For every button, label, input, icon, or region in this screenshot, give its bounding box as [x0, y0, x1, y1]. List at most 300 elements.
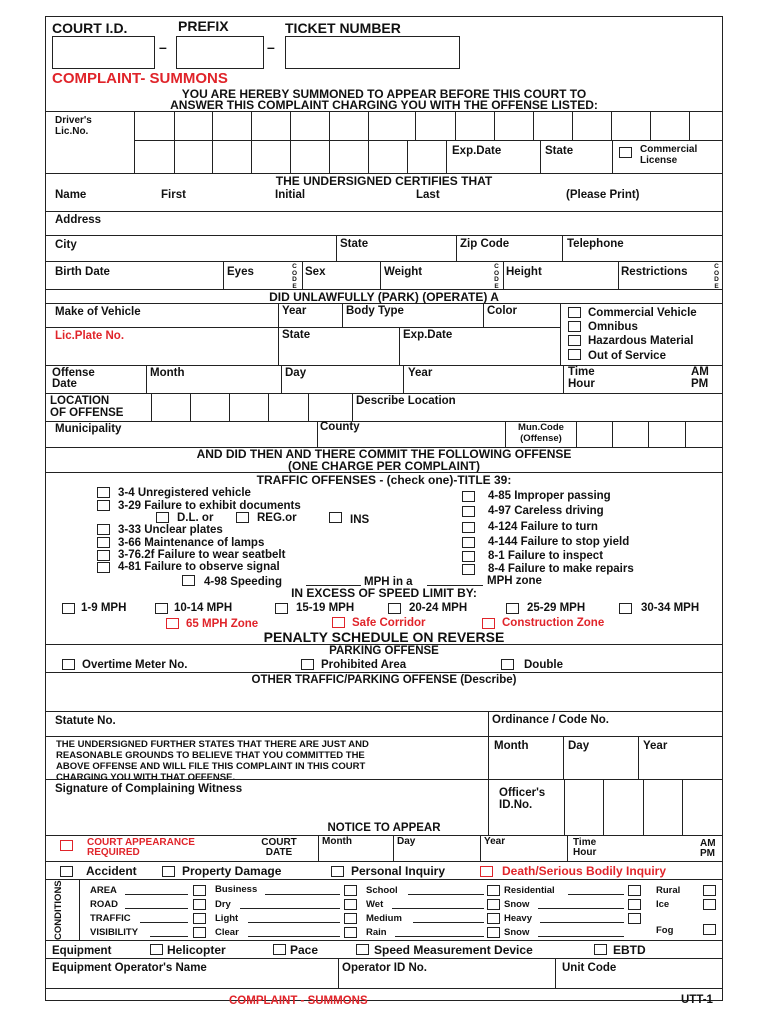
rule	[46, 111, 722, 112]
cond-fog: Fog	[656, 925, 674, 936]
speed-1-9-label: 1-9 MPH	[81, 602, 127, 614]
cond-cat-area: AREA	[90, 885, 117, 896]
appear-year-label: Year	[484, 836, 506, 847]
cond-cat-traffic: TRAFFIC	[90, 913, 131, 924]
offense-4-81-label: 4-81 Failure to observe signal	[118, 561, 280, 573]
rule	[407, 140, 408, 173]
rule	[223, 261, 224, 289]
rule	[46, 393, 722, 394]
cond-wet: Wet	[366, 899, 384, 910]
municipality-label: Municipality	[55, 423, 122, 435]
school-checkbox[interactable]	[344, 885, 357, 896]
birth-date-label: Birth Date	[55, 266, 110, 278]
rule	[446, 140, 447, 173]
rule	[46, 835, 722, 836]
65-mph-zone-label: 65 MPH Zone	[186, 618, 259, 630]
cond-business: Business	[215, 884, 258, 895]
city-label: City	[55, 239, 77, 251]
rain-checkbox[interactable]	[344, 927, 357, 938]
rule	[336, 235, 337, 261]
unit-code-label: Unit Code	[562, 962, 617, 974]
offense-4-144-label: 4-144 Failure to stop yield	[488, 536, 630, 548]
construction-zone-checkbox[interactable]	[482, 618, 495, 629]
speed-limit-heading: IN EXCESS OF SPEED LIMIT BY:	[291, 586, 477, 600]
operator-name-label: Equipment Operator's Name	[52, 962, 207, 974]
appear-am-label: AM	[700, 838, 716, 849]
speed-25-29-checkbox[interactable]	[506, 603, 519, 614]
ins-checkbox[interactable]	[329, 512, 342, 523]
commercial-license-label-2: License	[640, 155, 678, 166]
offense-am-label: AM	[691, 366, 709, 378]
light-checkbox[interactable]	[193, 913, 206, 924]
death-injury-checkbox[interactable]	[480, 866, 493, 877]
offense-4-97-checkbox[interactable]	[462, 506, 475, 517]
rule	[562, 235, 563, 261]
offense-3-66-label: 3-66 Maintenance of lamps	[118, 537, 265, 549]
speed-10-14-label: 10-14 MPH	[174, 602, 233, 614]
rule	[368, 140, 369, 173]
rule	[612, 421, 613, 447]
mun-code-label-1: Mun.Code	[518, 422, 564, 433]
statement-line-4: CHARGING YOU WITH THAT OFFENSE.	[56, 772, 236, 783]
prefix-box[interactable]	[176, 36, 264, 69]
commit-heading-1: AND DID THEN AND THERE COMMIT THE FOLLOWING OFFENSE	[196, 447, 572, 461]
court-id-box[interactable]	[52, 36, 155, 69]
speed-20-24-checkbox[interactable]	[388, 603, 401, 614]
rule	[576, 421, 577, 447]
cond-cat-visibility: VISIBILITY	[90, 927, 139, 938]
ticket-number-box[interactable]	[285, 36, 460, 69]
offense-time-label: Time	[568, 366, 595, 378]
speed-device-label: Speed Measurement Device	[374, 943, 533, 957]
dl-label: D.L. or	[177, 512, 214, 524]
operator-id-label: Operator ID No.	[342, 962, 427, 974]
cond-clear: Clear	[215, 927, 239, 938]
offense-4-144-checkbox[interactable]	[462, 537, 475, 548]
notice-to-appear-heading: NOTICE TO APPEAR	[327, 822, 441, 834]
code-tag-restrictions: C O D E	[713, 263, 720, 290]
offense-3-76-label: 3-76.2f Failure to wear seatbelt	[118, 549, 286, 561]
cond-cat-road: ROAD	[90, 899, 118, 910]
offense-4-124-checkbox[interactable]	[462, 522, 475, 533]
rule	[338, 958, 339, 988]
ordinance-code-label: Ordinance / Code No.	[492, 714, 609, 726]
death-injury-label: Death/Serious Bodily Inquiry	[502, 864, 667, 878]
rule	[46, 988, 722, 989]
restrictions-label: Restrictions	[621, 266, 688, 278]
county-label: County	[320, 421, 360, 433]
rule	[46, 711, 722, 712]
rule	[46, 779, 722, 780]
rule	[555, 958, 556, 988]
rule	[46, 879, 722, 880]
body-type-label: Body Type	[346, 305, 404, 317]
make-of-vehicle-label: Make of Vehicle	[55, 306, 141, 318]
rule	[568, 894, 624, 895]
rule	[290, 111, 291, 140]
vehicle-year-label: Year	[282, 305, 307, 317]
road-snow-checkbox[interactable]	[487, 899, 500, 910]
offense-pm-label: PM	[691, 378, 709, 390]
other-offense-heading: OTHER TRAFFIC/PARKING OFFENSE (Describe)	[251, 674, 517, 686]
cond-rural: Rural	[656, 885, 681, 896]
residential-checkbox[interactable]	[487, 885, 500, 896]
rule	[46, 303, 722, 304]
telephone-label: Telephone	[567, 238, 624, 250]
speeding-checkbox[interactable]	[182, 575, 195, 586]
appear-hour-label: Hour	[573, 847, 597, 858]
appear-month-label: Month	[322, 836, 352, 847]
speeding-label: 4-98 Speeding	[204, 576, 282, 588]
helicopter-checkbox[interactable]	[150, 944, 163, 955]
rule	[79, 879, 80, 940]
initial-label: Initial	[275, 189, 306, 201]
mun-code-label-2: (Offense)	[520, 433, 562, 444]
rule	[638, 736, 639, 779]
court-date-label-2: DATE	[265, 847, 293, 858]
commercial-license-label-1: Commercial	[640, 144, 698, 155]
weight-label: Weight	[384, 266, 423, 278]
wet-checkbox[interactable]	[344, 899, 357, 910]
court-id-label: COURT I.D.	[52, 20, 128, 36]
offense-4-85-label: 4-85 Improper passing	[488, 490, 611, 502]
rule	[415, 111, 416, 140]
rule	[46, 211, 722, 212]
rule	[395, 936, 484, 937]
intro-line-1: YOU ARE HEREBY SUMMONED TO APPEAR BEFORE THIS COURT TO	[181, 87, 587, 101]
mph-in-a-label: MPH in a	[364, 576, 413, 588]
personal-inquiry-checkbox[interactable]	[331, 866, 344, 877]
offense-hour-label: Hour	[568, 378, 595, 390]
prohibited-area-label: Prohibited Area	[321, 659, 407, 671]
offense-8-1-checkbox[interactable]	[462, 551, 475, 562]
offense-3-33-checkbox[interactable]	[97, 524, 110, 535]
rule	[540, 140, 541, 173]
rule	[150, 936, 188, 937]
rule	[503, 261, 504, 289]
out-of-service-label: Out of Service	[588, 350, 666, 362]
offense-4-124-label: 4-124 Failure to turn	[488, 521, 598, 533]
rule	[240, 908, 340, 909]
rule	[125, 894, 188, 895]
omnibus-label: Omnibus	[588, 321, 638, 333]
traffic-offenses-heading: TRAFFIC OFFENSES - (check one)-TITLE 39:	[256, 473, 512, 487]
hazardous-material-label: Hazardous Material	[588, 335, 694, 347]
medium-checkbox[interactable]	[344, 913, 357, 924]
offense-year-label: Year	[408, 367, 433, 379]
cond-school: School	[366, 885, 398, 896]
speed-15-19-checkbox[interactable]	[275, 603, 288, 614]
rule	[380, 261, 381, 289]
rule	[251, 140, 252, 173]
certifies-heading: THE UNDERSIGNED CERTIFIES THAT	[275, 174, 493, 188]
officer-id-label-1: Officer's	[499, 787, 546, 799]
penalty-schedule-heading: PENALTY SCHEDULE ON REVERSE	[263, 629, 505, 645]
rule	[174, 111, 175, 140]
accident-label: Accident	[86, 864, 137, 878]
city-state-label: State	[340, 238, 369, 250]
commercial-vehicle-checkbox[interactable]	[568, 307, 581, 318]
rule	[174, 140, 175, 173]
code-tag-eyes: C O D E	[291, 263, 298, 290]
rule	[533, 111, 534, 140]
state-label: State	[545, 145, 574, 157]
visibility-snow-checkbox[interactable]	[487, 927, 500, 938]
offense-3-29-label: 3-29 Failure to exhibit documents	[118, 500, 301, 512]
offense-3-4-checkbox[interactable]	[97, 487, 110, 498]
rule	[342, 303, 343, 327]
rule	[290, 140, 291, 173]
rule	[650, 111, 651, 140]
cond-rain: Rain	[366, 927, 387, 938]
offense-3-76-checkbox[interactable]	[97, 550, 110, 561]
dash-2: –	[267, 39, 275, 55]
rule	[278, 303, 279, 365]
construction-zone-label: Construction Zone	[502, 617, 605, 629]
rule	[212, 140, 213, 173]
ebtd-checkbox[interactable]	[594, 944, 607, 955]
rule	[538, 908, 624, 909]
rule	[46, 327, 560, 328]
overtime-meter-checkbox[interactable]	[62, 659, 75, 670]
statement-line-3: ABOVE OFFENSE AND WILL FILE THIS COMPLAINT IN THIS COURT	[56, 761, 366, 772]
offense-4-85-checkbox[interactable]	[462, 491, 475, 502]
rule	[540, 922, 624, 923]
location-label-1: LOCATION	[50, 395, 110, 407]
omnibus-checkbox[interactable]	[568, 321, 581, 332]
reg-checkbox[interactable]	[236, 512, 249, 523]
prohibited-area-checkbox[interactable]	[301, 659, 314, 670]
footer-title: COMPLAINT - SUMMONS	[229, 995, 368, 1007]
dry-checkbox[interactable]	[193, 899, 206, 910]
rule	[308, 393, 309, 421]
mph-zone-label: MPH zone	[487, 575, 542, 587]
cond-heavy: Heavy	[504, 913, 532, 924]
cond-col3-check-2[interactable]	[628, 899, 641, 910]
rule	[611, 111, 612, 140]
last-name-label: Last	[416, 189, 440, 201]
speed-10-14-checkbox[interactable]	[155, 603, 168, 614]
ebtd-label: EBTD	[613, 943, 646, 957]
property-damage-checkbox[interactable]	[162, 866, 175, 877]
rule	[352, 393, 353, 421]
officer-id-label-2: ID.No.	[499, 799, 533, 811]
offense-month-label: Month	[150, 367, 185, 379]
rule	[689, 111, 690, 140]
rule	[392, 908, 484, 909]
rule	[318, 835, 319, 861]
helicopter-label: Helicopter	[167, 943, 226, 957]
rule	[140, 922, 188, 923]
court-appearance-checkbox[interactable]	[60, 840, 73, 851]
cond-col3-check-1[interactable]	[628, 885, 641, 896]
rule	[46, 365, 722, 366]
offense-3-29-checkbox[interactable]	[97, 500, 110, 511]
heavy-checkbox[interactable]	[487, 913, 500, 924]
rule	[248, 922, 340, 923]
rule	[302, 261, 303, 289]
vehicle-state-label: State	[282, 329, 311, 341]
safe-corridor-label: Safe Corridor	[352, 617, 426, 629]
offense-4-81-checkbox[interactable]	[97, 562, 110, 573]
speed-20-24-label: 20-24 MPH	[409, 602, 468, 614]
code-tag-weight: C O D E	[493, 263, 500, 290]
rule	[413, 922, 484, 923]
color-label: Color	[487, 305, 518, 317]
drivers-lic-label-2: Lic.No.	[55, 126, 89, 137]
accident-checkbox[interactable]	[60, 866, 73, 877]
offense-3-33-label: 3-33 Unclear plates	[118, 524, 223, 536]
court-appearance-label-1: COURT APPEARANCE	[87, 837, 195, 848]
appear-day-label: Day	[397, 836, 416, 847]
personal-inquiry-label: Personal Inquiry	[351, 864, 446, 878]
speed-30-34-checkbox[interactable]	[619, 603, 632, 614]
rule	[567, 835, 568, 861]
hazardous-material-checkbox[interactable]	[568, 335, 581, 346]
offense-date-label-1: Offense	[52, 367, 95, 379]
sign-year-label: Year	[643, 740, 668, 752]
commercial-vehicle-label: Commercial Vehicle	[588, 307, 697, 319]
rule	[393, 835, 394, 861]
commercial-license-checkbox[interactable]	[619, 147, 632, 158]
rule	[455, 111, 456, 140]
describe-location-label: Describe Location	[356, 395, 456, 407]
offense-8-4-label: 8-4 Failure to make repairs	[488, 563, 634, 575]
out-of-service-checkbox[interactable]	[568, 349, 581, 360]
speed-15-19-label: 15-19 MPH	[296, 602, 355, 614]
sex-label: Sex	[305, 266, 326, 278]
offense-8-4-checkbox[interactable]	[462, 564, 475, 575]
cond-ice: Ice	[656, 899, 670, 910]
offense-3-66-checkbox[interactable]	[97, 537, 110, 548]
ins-label: INS	[350, 514, 370, 526]
rural-checkbox[interactable]	[703, 885, 716, 896]
dash-1: –	[159, 39, 167, 55]
rule	[494, 111, 495, 140]
ticket-number-label: TICKET NUMBER	[285, 20, 401, 36]
lic-plate-label: Lic.Plate No.	[55, 330, 125, 342]
cond-road-snow: Snow	[504, 899, 530, 910]
signature-witness-label: Signature of Complaining Witness	[55, 783, 243, 795]
statute-no-label: Statute No.	[55, 715, 116, 727]
property-damage-label: Property Damage	[182, 864, 282, 878]
cond-visibility-snow: Snow	[504, 927, 530, 938]
dl-checkbox[interactable]	[156, 512, 169, 523]
rule	[572, 111, 573, 140]
location-label-2: OF OFFENSE	[50, 407, 124, 419]
form-number: UTT-1	[681, 994, 713, 1006]
offense-4-97-label: 4-97 Careless driving	[488, 505, 604, 517]
rule	[281, 365, 282, 393]
rule	[46, 672, 722, 673]
conditions-label: CONDITIONS	[53, 880, 64, 940]
statement-line-1: THE UNDERSIGNED FURTHER STATES THAT THERE ARE JUST AND	[56, 739, 369, 750]
rule	[483, 303, 484, 327]
first-name-label: First	[161, 189, 186, 201]
cond-col3-check-3[interactable]	[628, 913, 641, 924]
rule	[563, 365, 564, 393]
offense-8-1-label: 8-1 Failure to inspect	[488, 550, 604, 562]
rule	[46, 421, 722, 422]
rule	[134, 140, 722, 141]
prefix-label: PREFIX	[178, 18, 229, 34]
rule	[134, 111, 135, 173]
sign-month-label: Month	[494, 740, 529, 752]
sign-day-label: Day	[568, 740, 590, 752]
safe-corridor-checkbox[interactable]	[332, 617, 345, 628]
court-appearance-label-2: REQUIRED	[87, 847, 140, 858]
equipment-label: Equipment	[52, 945, 112, 957]
rule	[268, 393, 269, 421]
speed-25-29-label: 25-29 MPH	[527, 602, 586, 614]
rule	[151, 393, 152, 421]
ice-checkbox[interactable]	[703, 899, 716, 910]
rule	[368, 111, 369, 140]
fog-checkbox[interactable]	[703, 924, 716, 935]
rule	[560, 303, 561, 365]
page-title: COMPLAINT- SUMMONS	[52, 70, 228, 87]
statement-line-2: REASONABLE GROUNDS TO BELIEVE THAT YOU COMMITTED THE	[56, 750, 365, 761]
rule	[329, 140, 330, 173]
name-label: Name	[55, 189, 87, 201]
rule	[538, 936, 624, 937]
cond-residential: Residential	[504, 885, 555, 896]
rule	[229, 393, 230, 421]
appear-time-label: Time	[573, 837, 597, 848]
pace-label: Pace	[290, 943, 319, 957]
rule	[265, 894, 340, 895]
address-label: Address	[55, 214, 102, 226]
cond-light: Light	[215, 913, 239, 924]
65-mph-zone-checkbox[interactable]	[166, 618, 179, 629]
rule	[618, 261, 619, 289]
overtime-meter-label: Overtime Meter No.	[82, 659, 188, 671]
rule	[403, 365, 404, 393]
appear-pm-label: PM	[700, 848, 715, 859]
rule	[46, 736, 722, 737]
parking-offense-heading: PARKING OFFENSE	[329, 645, 439, 657]
speed-1-9-checkbox[interactable]	[62, 603, 75, 614]
rule	[248, 936, 340, 937]
height-label: Height	[506, 266, 542, 278]
offense-day-label: Day	[285, 367, 307, 379]
cond-medium: Medium	[366, 913, 402, 924]
unlawful-heading: DID UNLAWFULLY (PARK) (OPERATE) A	[269, 290, 499, 304]
rule	[46, 235, 722, 236]
rule	[190, 393, 191, 421]
rule	[408, 894, 484, 895]
cond-dry: Dry	[215, 899, 231, 910]
rule	[146, 365, 147, 393]
court-date-label-1: COURT	[261, 837, 297, 848]
business-checkbox[interactable]	[193, 885, 206, 896]
rule	[612, 140, 613, 173]
rule	[648, 421, 649, 447]
pace-checkbox[interactable]	[273, 944, 286, 955]
clear-checkbox[interactable]	[193, 927, 206, 938]
rule	[46, 940, 722, 941]
rule	[563, 736, 564, 779]
rule	[46, 958, 722, 959]
rule	[46, 861, 722, 862]
rule	[46, 261, 722, 262]
offense-date-label-2: Date	[52, 378, 77, 390]
rule	[488, 711, 489, 835]
intro-line-2: ANSWER THIS COMPLAINT CHARGING YOU WITH THE OFFENSE LISTED:	[170, 98, 598, 112]
double-parking-checkbox[interactable]	[501, 659, 514, 670]
speed-device-checkbox[interactable]	[356, 944, 369, 955]
eyes-label: Eyes	[227, 266, 254, 278]
